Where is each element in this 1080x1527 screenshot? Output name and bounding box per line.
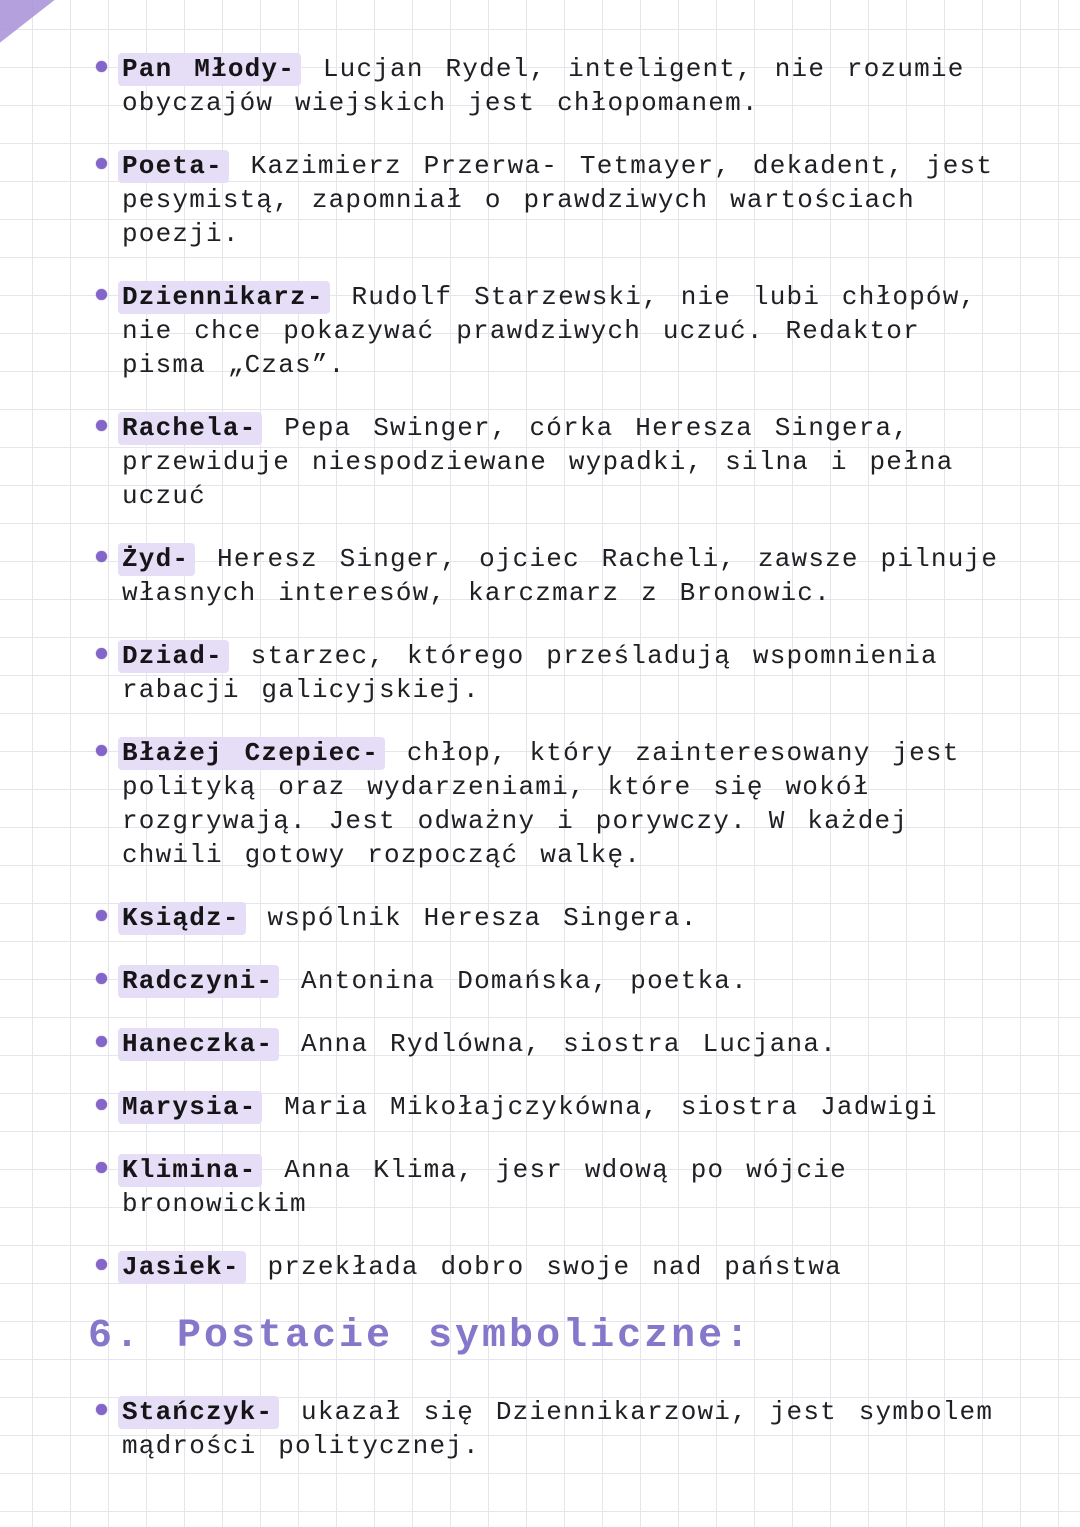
character-name: Dziad- bbox=[118, 640, 229, 673]
bullet-icon bbox=[96, 551, 107, 562]
bullet-icon bbox=[96, 61, 107, 72]
bullet-icon bbox=[96, 1162, 107, 1173]
bullet-icon bbox=[96, 648, 107, 659]
character-desc: Antonina Domańska, poetka. bbox=[301, 966, 748, 996]
character-desc: starzec, którego prześladują wspomnienia rabacji galicyjskiej. bbox=[122, 641, 938, 705]
list-item bbox=[98, 149, 1022, 251]
list-item bbox=[98, 639, 1022, 707]
character-desc: Rudolf Starzewski, nie lubi chłopów, nie chce pokazywać prawdziwych uczuć. Redaktor pisma „Czas”. bbox=[122, 282, 977, 380]
character-desc: ukazał się Dziennikarzowi, jest symbolem mądrości politycznej. bbox=[122, 1397, 994, 1461]
character-desc: wspólnik Heresza Singera. bbox=[267, 903, 698, 933]
character-name: Błażej Czepiec- bbox=[118, 737, 385, 770]
character-name: Haneczka- bbox=[118, 1028, 279, 1061]
bullet-icon bbox=[96, 1036, 107, 1047]
character-desc: Anna Klima, jesr wdową po wójcie bronowickim bbox=[122, 1155, 847, 1219]
character-name: Stańczyk- bbox=[118, 1396, 279, 1429]
character-name: Radczyni- bbox=[118, 965, 279, 998]
list-item bbox=[98, 1090, 1022, 1124]
character-desc: Pepa Swinger, córka Heresza Singera, przewiduje niespodziewane wypadki, silna i pełna uczuć bbox=[122, 413, 954, 511]
list-item bbox=[98, 1250, 1022, 1284]
list-item bbox=[98, 52, 1022, 120]
bullet-icon bbox=[96, 1099, 107, 1110]
list-item bbox=[98, 411, 1022, 513]
character-desc: Lucjan Rydel, inteligent, nie rozumie obyczajów wiejskich jest chłopomanem. bbox=[122, 54, 965, 118]
list-item bbox=[98, 964, 1022, 998]
character-name: Żyd- bbox=[118, 543, 195, 576]
bullet-icon bbox=[96, 1404, 107, 1415]
list-item bbox=[98, 1153, 1022, 1221]
character-name: Poeta- bbox=[118, 150, 229, 183]
list-item bbox=[98, 280, 1022, 382]
bullet-icon bbox=[96, 1259, 107, 1270]
list-item bbox=[98, 736, 1022, 872]
bullet-icon bbox=[96, 973, 107, 984]
character-name: Ksiądz- bbox=[118, 902, 246, 935]
list-item bbox=[98, 901, 1022, 935]
list-item bbox=[98, 1395, 1022, 1463]
character-desc: chłop, który zainteresowany jest polityką oraz wydarzeniami, które się wokół rozgrywają. Jest odważny i porywczy. W każdej chwili gotowy rozpocząć walkę. bbox=[122, 738, 960, 870]
bullet-icon bbox=[96, 289, 107, 300]
character-name: Jasiek- bbox=[118, 1251, 246, 1284]
character-name: Dziennikarz- bbox=[118, 281, 330, 314]
character-name: Rachela- bbox=[118, 412, 262, 445]
character-desc: Anna Rydlówna, siostra Lucjana. bbox=[301, 1029, 837, 1059]
bullet-icon bbox=[96, 745, 107, 756]
character-desc: przekłada dobro swoje nad państwa bbox=[267, 1252, 842, 1282]
character-desc: Heresz Singer, ojciec Racheli, zawsze pilnuje własnych interesów, karczmarz z Bronowic. bbox=[122, 544, 999, 608]
list-item bbox=[98, 1027, 1022, 1061]
character-desc: Kazimierz Przerwa- Tetmayer, dekadent, jest pesymistą, zapomniał o prawdziwych wartościach poezji. bbox=[122, 151, 994, 249]
list-item bbox=[98, 542, 1022, 610]
character-name: Pan Młody- bbox=[118, 53, 301, 86]
section-heading: 6. Postacie symboliczne: bbox=[88, 1314, 753, 1359]
bullet-icon bbox=[96, 158, 107, 169]
bullet-icon bbox=[96, 910, 107, 921]
character-name: Klimina- bbox=[118, 1154, 262, 1187]
character-name: Marysia- bbox=[118, 1091, 262, 1124]
character-desc: Maria Mikołajczykówna, siostra Jadwigi bbox=[284, 1092, 938, 1122]
bullet-icon bbox=[96, 420, 107, 431]
